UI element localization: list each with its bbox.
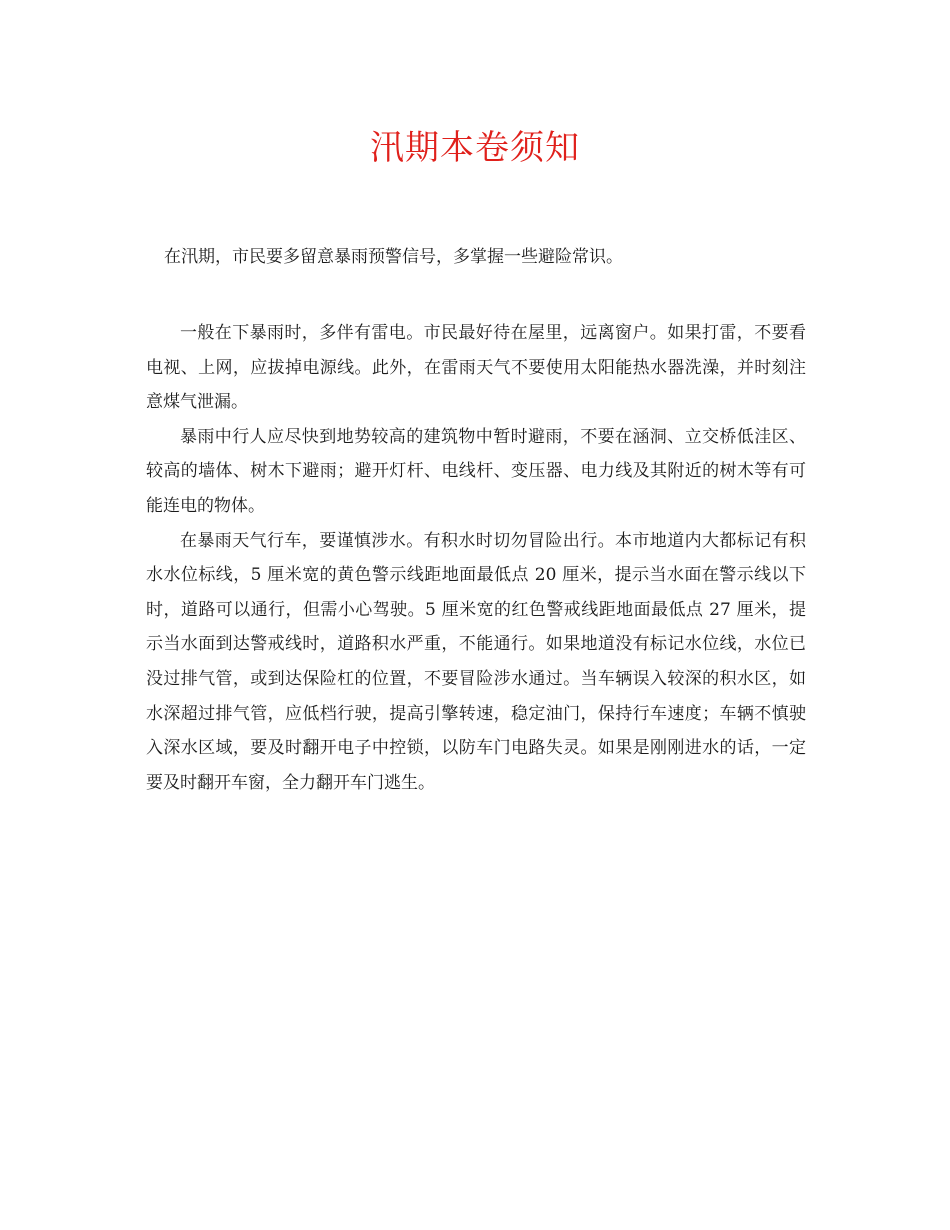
paragraph-driving-in-water: 在暴雨天气行车，要谨慎涉水。有积水时切勿冒险出行。本市地道内大都标记有积水水位标线，5 厘米宽的黄色警示线距地面最低点 20 厘米，提示当水面在警示线以下时，道路可以通行，但需小心驾驶。5 厘米宽的红色警戒线距地面最低点 27 厘米，提示当水面到达警戒线时，道路积水严重，不能通行。如果地道没有标记水位线，水位已没过排气管，或到达保险杠的位置，不要冒险涉水通过。当车辆误入较深的积水区，如水深超过排气管，应低档行驶，提高引擎转速，稳定油门，保持行车速度；车辆不慎驶入深水区域，要及时翻开电子中控锁，以防车门电路失灵。如果是刚刚进水的话，一定要及时翻开车窗，全力翻开车门逃生。	[146, 530, 806, 793]
document-body	[146, 316, 806, 800]
intro-paragraph: 在汛期，市民要多留意暴雨预警信号，多掌握一些避险常识。	[164, 247, 623, 267]
document-title: 汛期本卷须知	[370, 128, 580, 168]
paragraph-pedestrian-shelter: 暴雨中行人应尽快到地势较高的建筑物中暂时避雨，不要在涵洞、立交桥低洼区、较高的墙体、树木下避雨；避开灯杆、电线杆、变压器、电力线及其附近的树木等有可能连电的物体。	[146, 426, 806, 516]
paragraph-lightning: 一般在下暴雨时，多伴有雷电。市民最好待在屋里，远离窗户。如果打雷，不要看电视、上网，应拔掉电源线。此外，在雷雨天气不要使用太阳能热水器洗澡，并时刻注意煤气泄漏。	[146, 323, 806, 413]
